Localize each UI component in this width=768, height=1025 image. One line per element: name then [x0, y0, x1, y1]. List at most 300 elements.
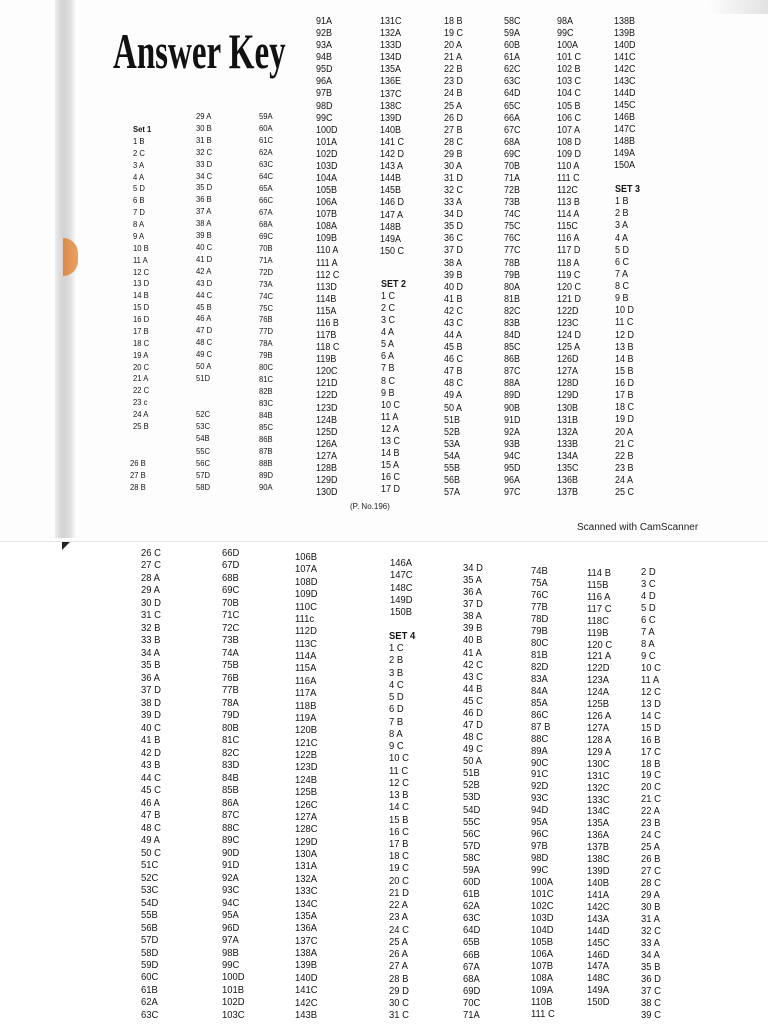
answer-entry: 57D [463, 839, 481, 852]
answer-entry: 41 D [196, 253, 213, 264]
answer-entry: 86C [531, 708, 549, 721]
answer-entry: 18 C [389, 850, 409, 863]
answer-entry: 124 D [557, 330, 582, 342]
answer-entry: 128D [557, 378, 579, 390]
answer-column [504, 16, 521, 499]
answer-entry: 24 C [641, 829, 661, 842]
answer-entry: 102D [222, 996, 245, 1009]
answer-entry: 99C [531, 864, 549, 877]
answer-entry: 105 B [557, 100, 581, 112]
answer-entry: 54D [141, 896, 159, 909]
answer-entry: 22 A [389, 899, 408, 912]
answer-entry: 88B [259, 458, 273, 469]
answer-entry: 89A [531, 744, 548, 757]
answer-entry: 88C [531, 732, 549, 745]
answer-entry: 120 C [587, 638, 613, 651]
answer-entry: 6 C [641, 613, 656, 626]
answer-entry: 51B [463, 767, 480, 780]
answer-entry: 130A [295, 848, 318, 860]
answer-entry: 149A [614, 148, 636, 159]
answer-entry: 103 C [557, 76, 582, 88]
answer-entry: 51B [444, 414, 461, 426]
answer-entry: 146 D [380, 197, 405, 209]
answer-column [557, 16, 581, 499]
page-title: Answer Key [113, 23, 286, 79]
answer-entry: 104A [316, 173, 338, 185]
answer-entry: 30 B [196, 122, 212, 133]
answer-entry: 73A [259, 278, 273, 289]
answer-entry: 62A [141, 996, 158, 1009]
answer-entry: 63C [463, 912, 481, 925]
answer-entry: 5 A [381, 339, 395, 351]
answer-entry: 74A [222, 646, 239, 659]
answer-list [641, 567, 661, 1022]
answer-entry: 3 C [641, 577, 656, 590]
answer-entry: 95D [504, 462, 521, 474]
answer-entry: 134C [587, 805, 610, 818]
answer-entry: 65B [463, 936, 480, 949]
answer-entry: 10 B [133, 242, 149, 253]
answer-entry: 121C [295, 736, 318, 749]
answer-entry: 67D [222, 559, 240, 572]
answer-entry: 19 D [615, 414, 635, 426]
answer-entry: 28 A [141, 571, 160, 584]
answer-entry: 32 C [444, 185, 464, 197]
answer-entry: 51C [141, 859, 159, 872]
answer-entry: 14 B [615, 353, 634, 365]
answer-entry: 12 C [641, 685, 661, 698]
answer-entry: 125D [316, 426, 338, 438]
answer-entry: 23 c [133, 397, 148, 408]
answer-entry: 78A [259, 338, 273, 349]
answer-entry: 146A [390, 557, 413, 569]
answer-entry: 38 A [463, 610, 482, 623]
answer-entry: 63C [504, 76, 521, 88]
answer-entry: 35 D [444, 221, 464, 233]
answer-entry: 143C [614, 76, 636, 87]
answer-entry: 86A [222, 796, 239, 809]
answer-entry: 119A [295, 711, 317, 724]
answer-entry: 138A [295, 947, 318, 959]
answer-entry: 109B [316, 233, 338, 245]
answer-entry: 83D [222, 759, 240, 772]
answer-entry: 26 A [389, 948, 408, 961]
answer-entry: 25 A [389, 935, 408, 948]
answer-entry: 57A [444, 487, 461, 499]
answer-entry: 33 A [641, 937, 660, 950]
answer-list [587, 568, 612, 1009]
answer-entry: 124B [295, 773, 318, 786]
answer-entry: 110 A [557, 160, 580, 172]
answer-entry: 145B [380, 185, 402, 197]
answer-entry: 15 A [381, 459, 400, 471]
answer-entry: 82C [222, 746, 240, 759]
answer-entry: 42 A [196, 265, 212, 276]
answer-entry: 75C [259, 302, 274, 313]
answer-entry: 140B [587, 876, 610, 889]
answer-entry: 80C [531, 636, 549, 649]
answer-entry: 3 C [381, 315, 396, 327]
answer-entry: 12 D [615, 329, 635, 341]
answer-entry: 109 D [557, 148, 582, 160]
answer-entry: 129 A [587, 745, 612, 758]
answer-entry: 31 C [389, 1009, 409, 1022]
answer-entry: 28 B [389, 972, 409, 985]
answer-entry: 97B [316, 88, 333, 100]
answer-entry: 21 A [133, 373, 149, 384]
answer-entry: 148B [380, 221, 402, 233]
answer-entry: 83C [259, 398, 274, 409]
answer-entry: 19 C [389, 862, 409, 875]
answer-entry: 44 B [463, 682, 483, 695]
answer-entry: 79D [222, 709, 240, 722]
answer-column [614, 16, 636, 172]
answer-entry: 127A [587, 721, 610, 734]
answer-entry: 47 B [141, 809, 161, 822]
page-corner-shade [708, 0, 768, 14]
answer-list [196, 408, 210, 493]
answer-entry: 114 A [557, 209, 580, 221]
answer-entry: 95A [222, 909, 239, 922]
answer-entry: 109A [531, 983, 554, 996]
answer-entry: 6 D [389, 703, 404, 716]
answer-entry: 118C [587, 614, 609, 627]
answer-entry: 136A [295, 922, 318, 935]
answer-entry: 7 A [615, 268, 629, 280]
answer-entry: 12 C [133, 266, 150, 277]
answer-entry: 129D [557, 390, 579, 402]
answer-entry: 68B [222, 571, 239, 584]
answer-entry: 45 C [141, 784, 161, 797]
answer-entry: 60B [504, 40, 521, 52]
answer-entry: 11 A [381, 411, 399, 423]
answer-entry: 123A [587, 674, 610, 687]
answer-entry: 149A [587, 984, 610, 997]
answer-entry: 4 C [389, 678, 404, 691]
answer-entry: 136E [380, 76, 402, 88]
answer-entry: 91C [531, 768, 549, 781]
answer-entry: 122D [316, 390, 338, 402]
answer-entry: 135A [295, 909, 318, 922]
answer-entry: 4 A [381, 327, 395, 339]
answer-entry: 26 B [130, 458, 146, 468]
answer-entry: 81C [222, 734, 240, 747]
answer-entry: 35 B [141, 659, 161, 672]
answer-entry: 43 B [141, 759, 161, 772]
answer-entry: 55B [141, 909, 158, 922]
answer-entry: 85C [259, 422, 274, 433]
answer-entry: 24 A [133, 409, 149, 419]
answer-entry: 137B [557, 487, 579, 499]
answer-entry: 150 C [380, 245, 405, 257]
answer-entry: 70B [222, 596, 239, 609]
answer-entry: 106A [531, 948, 554, 960]
answer-entry: 127A [295, 810, 318, 823]
answer-entry: 116 A [587, 590, 611, 603]
answer-entry: 102C [531, 900, 554, 913]
answer-entry: 77B [531, 600, 548, 613]
answer-entry: 21 C [615, 438, 635, 450]
answer-entry: 52B [463, 779, 480, 792]
answer-entry: 126A [316, 438, 338, 450]
answer-entry: 141C [614, 52, 636, 63]
answer-entry: 129D [316, 474, 338, 486]
answer-entry: 33 B [141, 634, 161, 647]
answer-entry: 25 B [133, 420, 149, 431]
answer-entry: 118 C [316, 342, 340, 354]
answer-entry: 9 B [381, 387, 395, 399]
answer-entry: 3 A [133, 159, 145, 170]
answer-entry: 61C [259, 134, 274, 145]
answer-entry: 30 C [389, 997, 409, 1010]
answer-entry: 131A [295, 860, 318, 873]
answer-entry: 121 A [587, 650, 612, 663]
answer-entry: 58C [504, 16, 521, 27]
answer-entry: 28 C [444, 136, 464, 148]
answer-entry: 7 B [389, 715, 404, 728]
answer-entry: 83B [504, 317, 521, 329]
answer-entry: 17 B [389, 837, 409, 850]
answer-entry: 121 D [557, 293, 582, 305]
answer-entry: 124A [587, 686, 610, 699]
answer-entry: 137C [295, 934, 318, 947]
answer-entry: 144B [380, 173, 402, 185]
answer-entry: 44 C [196, 289, 213, 300]
answer-entry: 87C [504, 366, 521, 378]
answer-entry: 37 D [463, 598, 483, 611]
answer-entry: 117 D [557, 245, 581, 257]
answer-entry: 7 D [133, 207, 145, 218]
answer-entry: 14 B [381, 447, 400, 459]
answer-entry: 140B [380, 124, 402, 136]
answer-list [130, 457, 146, 493]
answer-entry: 6 C [615, 256, 630, 268]
answer-entry: 43 C [444, 317, 464, 329]
answer-entry: 69C [259, 230, 274, 241]
answer-entry: 40 C [141, 721, 161, 734]
answer-entry: 147C [390, 569, 413, 582]
answer-entry: 86B [259, 434, 273, 445]
answer-entry: 50 A [463, 755, 482, 768]
answer-list [141, 547, 161, 1021]
answer-entry: 29 D [389, 984, 409, 997]
answer-entry: 122D [557, 305, 579, 317]
answer-entry: 102D [316, 148, 338, 160]
answer-entry: 66D [222, 547, 240, 559]
answer-entry: 92A [504, 426, 521, 438]
answer-entry: 37 D [141, 684, 161, 697]
answer-entry: 15 B [389, 813, 409, 826]
answer-entry: 111 C [531, 1007, 555, 1020]
answer-entry: 5 D [615, 244, 630, 256]
answer-entry: 23 B [641, 817, 661, 830]
answer-column [587, 568, 612, 1009]
answer-entry: 79B [504, 269, 521, 281]
answer-entry: 11 A [133, 254, 148, 265]
page-number: (P. No.196) [350, 502, 390, 511]
answer-entry: 104 C [557, 88, 582, 100]
answer-entry: 90B [504, 402, 521, 414]
answer-entry: 61B [463, 888, 480, 901]
answer-entry: 126D [557, 354, 579, 366]
answer-entry: 46 A [196, 313, 212, 324]
answer-entry: 16 D [615, 378, 635, 389]
answer-entry: 130D [316, 487, 338, 499]
answer-entry: 110B [531, 995, 553, 1008]
answer-entry: 103C [222, 1008, 245, 1021]
answer-entry: 120 C [557, 281, 582, 293]
answer-entry: 72C [222, 621, 240, 634]
answer-entry: 18 B [444, 16, 463, 27]
answer-entry: 111c [295, 612, 315, 625]
answer-entry: 55C [196, 445, 211, 456]
answer-entry: 44 C [141, 771, 161, 784]
answer-entry: 20 C [641, 781, 661, 794]
answer-entry: 139D [380, 112, 402, 124]
answer-entry: 54D [463, 803, 481, 816]
answer-entry: 141 C [380, 136, 405, 148]
answer-entry: 20 C [389, 874, 409, 887]
answer-entry: 100A [531, 876, 554, 889]
answer-entry: 97C [504, 487, 521, 499]
answer-entry: 60C [141, 971, 159, 984]
answer-entry: 13 B [389, 789, 409, 802]
answer-entry: 7 B [381, 363, 395, 375]
answer-entry: 74B [531, 565, 548, 577]
answer-entry: 12 C [389, 776, 409, 789]
answer-entry: 92D [531, 780, 549, 793]
answer-entry: 128C [295, 823, 318, 836]
answer-entry: 87C [222, 809, 240, 822]
answer-entry: 68A [259, 218, 273, 229]
answer-entry: 36 A [463, 586, 482, 599]
answer-entry: 30 D [141, 596, 161, 609]
answer-entry: 90C [531, 756, 549, 769]
answer-entry: 133C [295, 885, 318, 898]
answer-entry: 133C [587, 793, 610, 806]
answer-entry: 17 B [133, 325, 149, 336]
answer-entry: 105B [316, 185, 338, 197]
answer-entry: 16 D [133, 314, 150, 324]
answer-entry: 99C [222, 958, 240, 971]
answer-entry: 18 C [133, 337, 150, 348]
answer-entry: 24 C [389, 923, 409, 936]
answer-entry: 127A [316, 450, 338, 462]
answer-list [390, 557, 413, 618]
answer-entry: 8 A [641, 637, 655, 650]
answer-entry: 133B [557, 438, 579, 450]
answer-entry: 66B [463, 948, 480, 961]
answer-entry: 145C [614, 100, 636, 111]
answer-entry: 58D [196, 482, 211, 493]
answer-entry: 38 A [196, 218, 212, 229]
answer-entry: 93B [504, 438, 521, 450]
answer-entry: 35 A [463, 574, 482, 587]
answer-entry: 57D [196, 469, 211, 480]
answer-entry: 65C [504, 100, 521, 112]
answer-entry: 145C [587, 936, 610, 949]
scanner-label: Scanned with CamScanner [577, 522, 699, 533]
answer-entry: 134C [295, 897, 318, 910]
answer-entry: 150A [614, 160, 636, 171]
answer-entry: 45 C [463, 694, 483, 707]
answer-entry: 87B [259, 446, 273, 457]
answer-entry: 43 D [196, 277, 213, 288]
answer-entry: 125B [587, 698, 610, 711]
answer-entry: 77C [504, 245, 521, 257]
answer-entry: 49 C [196, 349, 213, 360]
answer-entry: 124B [316, 414, 338, 426]
answer-entry: 67A [463, 960, 480, 973]
answer-column [531, 566, 555, 1021]
answer-entry: 86B [504, 354, 521, 366]
answer-entry: 128 A [587, 733, 612, 746]
answer-entry: 102 B [557, 64, 581, 76]
answer-entry: 9 C [389, 740, 404, 753]
answer-entry: 70B [504, 160, 521, 172]
answer-entry: 139B [295, 959, 318, 972]
answer-entry: 11 C [389, 764, 409, 777]
answer-entry: 108A [316, 221, 338, 233]
set-heading: Set 1 [133, 124, 152, 134]
answer-entry: 132A [295, 872, 318, 885]
answer-entry: 26 B [641, 853, 661, 866]
answer-entry: 27 C [141, 559, 161, 572]
answer-entry: 2 D [641, 566, 656, 578]
answer-entry: 84B [222, 771, 239, 784]
answer-entry: 66A [504, 112, 521, 124]
answer-entry: 141C [295, 984, 318, 997]
answer-entry: 42 D [141, 746, 161, 759]
answer-entry: 138B [614, 16, 636, 27]
set-heading: SET 3 [615, 184, 641, 195]
answer-entry: 137C [380, 88, 402, 100]
answer-list [222, 547, 245, 1021]
answer-entry: 30 A [444, 160, 463, 172]
answer-entry: 108A [531, 971, 554, 984]
answer-entry: 6 A [381, 351, 395, 363]
answer-entry: 34 A [141, 646, 160, 659]
answer-entry: 38 D [141, 696, 161, 709]
answer-entry: 74C [504, 209, 521, 221]
answer-entry: 67A [259, 206, 273, 217]
set-heading: SET 4 [389, 630, 416, 642]
answer-entry: 38 A [444, 257, 463, 269]
answer-entry: 7 A [641, 625, 655, 638]
answer-entry: 50 A [444, 402, 463, 414]
answer-column [196, 111, 212, 385]
answer-entry: 106A [316, 197, 338, 209]
answer-entry: 37 D [444, 245, 464, 257]
answer-entry: 27 B [130, 470, 146, 480]
answer-entry: 41 B [444, 293, 463, 305]
answer-entry: 146D [587, 948, 610, 961]
answer-entry: 33 D [196, 158, 213, 169]
answer-entry: 18 B [641, 757, 661, 770]
answer-entry: 39 D [141, 709, 161, 722]
answer-entry: 128B [316, 462, 338, 474]
answer-entry: 105B [531, 936, 554, 949]
answer-entry: 107A [295, 563, 318, 576]
answer-entry: 119B [316, 354, 337, 366]
answer-column [130, 457, 146, 493]
answer-entry: 46 D [463, 706, 483, 719]
answer-list [444, 16, 463, 499]
answer-entry: 70B [259, 242, 273, 253]
answer-column [444, 16, 463, 499]
answer-entry: 115A [316, 305, 337, 317]
answer-entry: 34 C [196, 170, 213, 181]
